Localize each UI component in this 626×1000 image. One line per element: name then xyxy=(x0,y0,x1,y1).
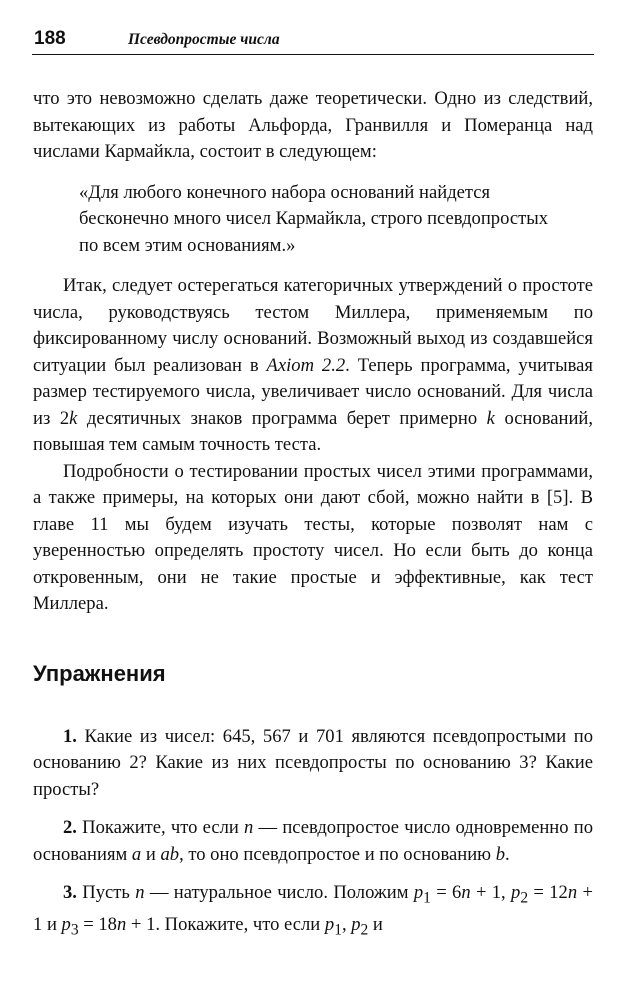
exercise-number: 1. xyxy=(63,725,77,747)
exercise-2-text: и xyxy=(141,843,161,865)
var-n: n xyxy=(567,882,578,903)
var-b: b xyxy=(495,843,505,865)
var-k: k xyxy=(69,407,78,429)
exercise-2-text: Покажите, что если xyxy=(76,817,245,838)
exercise-3-text: = 18 xyxy=(78,914,117,936)
exercise-3 xyxy=(33,880,593,944)
var-a: a xyxy=(131,843,142,865)
exercise-number: 3. xyxy=(63,882,77,903)
exercise-3-text: + 1 и xyxy=(33,882,593,936)
var-n: n xyxy=(116,914,127,936)
exercise-3-text: — натуральное число. Положим xyxy=(144,882,414,903)
exercise-3-text: + 1. Покажите, что если xyxy=(126,914,325,936)
exercise-2-text: . xyxy=(504,843,510,865)
subscript: 1 xyxy=(334,921,342,939)
page-header xyxy=(32,28,594,55)
exercise-number: 2. xyxy=(63,817,77,838)
paragraph-1: что это невозможно сделать даже теоретически. Одно из следствий, вытекающих из работы Альфорда, Гранвилля и Померанца над числами Кармайкла, состоит в следующем: xyxy=(33,88,593,162)
exercise-3-text: и xyxy=(368,914,383,936)
var-k: k xyxy=(486,407,495,429)
page-body xyxy=(33,86,593,956)
paragraph-2 xyxy=(33,273,593,459)
paragraph-2-text-d: оснований, повышая тем самым точность теста. xyxy=(33,407,593,455)
var-n: n xyxy=(461,882,471,903)
paragraph-2-text-a: Итак, следует остерегаться категоричных утверждений о простоте числа, руководствуясь тестом Миллера, применяемым по фиксированному числу оснований. Возможный выход из создавшейся ситуации был реализован в xyxy=(33,275,593,376)
var-ab: ab xyxy=(160,843,180,865)
exercise-3-text: Пусть xyxy=(76,882,136,903)
exercise-2-text: , то оно псевдопростое и по основанию xyxy=(179,843,496,865)
subscript: 1 xyxy=(423,889,431,907)
exercise-3-text: = 6 xyxy=(430,882,462,903)
exercise-2-text: — псевдопростое число одновременно по основаниям xyxy=(33,817,594,865)
var-p: p xyxy=(511,882,521,903)
subscript: 3 xyxy=(70,921,79,939)
var-p: p xyxy=(413,882,424,903)
section-title: Упражнения xyxy=(33,660,166,686)
quote-block: «Для любого конечного набора оснований найдется бесконечно много чисел Кармайкла, строго псевдопростых по всем этим основаниям.» xyxy=(79,181,549,256)
exercise-3-text: = 12 xyxy=(528,882,568,903)
paragraph-3: Подробности о тестировании простых чисел этими программами, а также примеры, на которых они дают сбой, можно найти в [5]. В главе 11 мы будем изучать тесты, которые позволят нам с уверенностью определять простоту чисел. Но если быть до конца откровенным, они не такие простые и эффективные, как тест Миллера. xyxy=(33,460,593,614)
exercise-3-text: , xyxy=(341,914,352,936)
paragraph-2-text-c: десятичных знаков программа берет примерно xyxy=(77,407,487,429)
exercise-1 xyxy=(33,724,593,804)
paragraph-2-text-b: . Теперь программа, учитывая размер тестируемого числа, увеличивает число оснований. Для числа из 2 xyxy=(33,354,593,429)
exercise-3-text: + 1, xyxy=(470,882,512,903)
var-p: p xyxy=(351,914,361,936)
var-p: p xyxy=(324,914,335,936)
var-n: n xyxy=(135,882,145,903)
subscript: 2 xyxy=(520,889,529,907)
subscript: 2 xyxy=(360,921,369,939)
page-number: 188 xyxy=(34,28,66,49)
var-n: n xyxy=(244,817,254,838)
axiom-name: Axiom 2.2 xyxy=(266,354,346,376)
running-title: Псевдопростые числа xyxy=(128,31,280,48)
exercise-2 xyxy=(33,815,593,868)
var-p: p xyxy=(61,914,71,936)
exercise-1-text: Какие из чисел: 645, 567 и 701 являются псевдопростыми по основанию 2? Какие из них псевдопросты по основанию 3? Какие просты? xyxy=(33,725,593,800)
